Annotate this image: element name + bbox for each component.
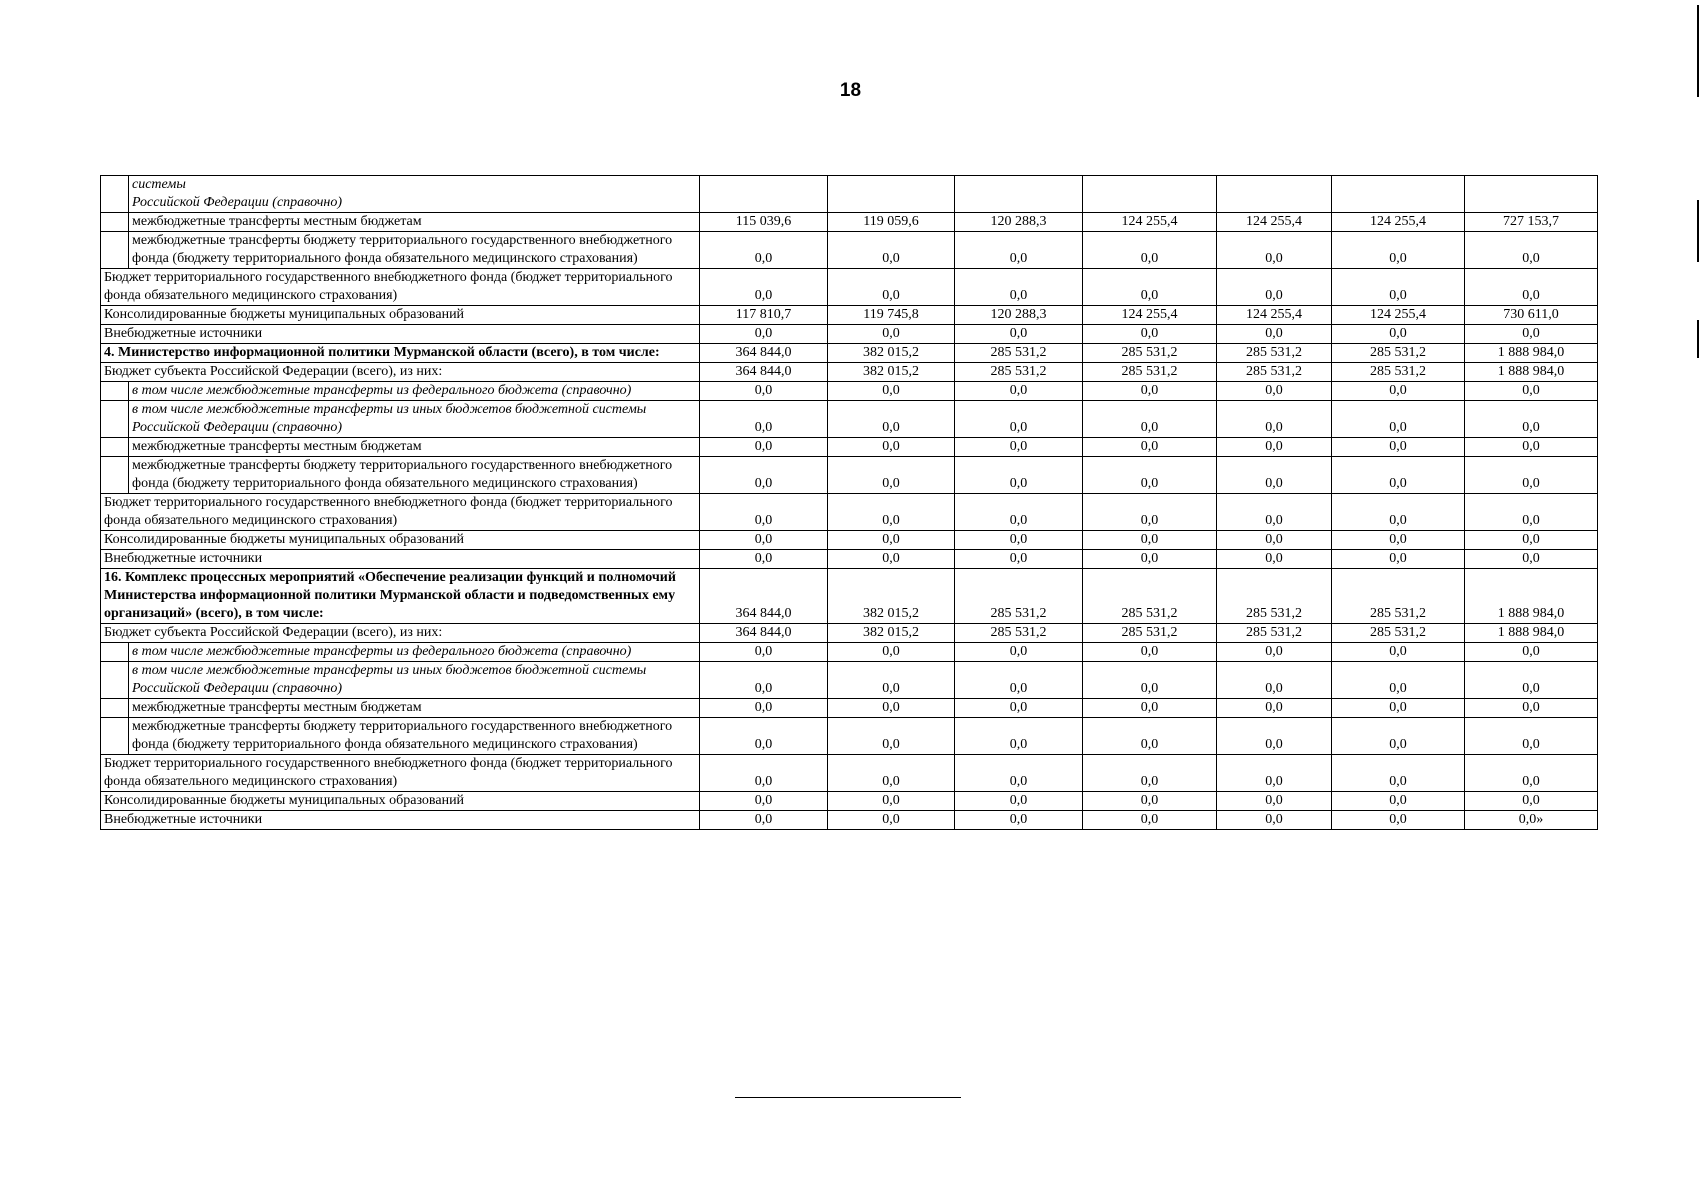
value-cell: 0,0 [955,269,1083,306]
row-label: Консолидированные бюджеты муниципальных образований [101,531,700,550]
value-cell: 0,0 [1332,382,1465,401]
value-cell: 0,0 [955,325,1083,344]
value-cell: 0,0 [1465,457,1598,494]
value-cell: 0,0 [1217,755,1332,792]
value-cell: 0,0 [1083,550,1217,569]
value-cell: 0,0 [700,643,828,662]
value-cell [955,176,1083,213]
value-cell: 0,0 [700,457,828,494]
value-cell: 0,0 [1217,643,1332,662]
value-cell: 285 531,2 [1332,344,1465,363]
value-cell: 0,0 [955,401,1083,438]
value-cell [1332,176,1465,213]
value-cell: 0,0 [1332,792,1465,811]
value-cell: 0,0 [1465,755,1598,792]
value-cell: 0,0 [1083,718,1217,755]
value-cell: 364 844,0 [700,569,828,624]
value-cell: 0,0 [828,755,955,792]
value-cell: 285 531,2 [1332,624,1465,643]
value-cell: 0,0 [955,718,1083,755]
value-cell: 285 531,2 [1083,344,1217,363]
value-cell: 0,0 [1332,662,1465,699]
value-cell: 0,0 [1465,718,1598,755]
indent-cell [101,718,129,755]
value-cell: 382 015,2 [828,624,955,643]
value-cell: 0,0 [828,811,955,830]
value-cell: 0,0 [955,550,1083,569]
value-cell: 285 531,2 [955,344,1083,363]
value-cell: 117 810,7 [700,306,828,325]
table-row [101,176,1598,213]
indent-cell [101,232,129,269]
value-cell: 0,0 [1465,438,1598,457]
value-cell: 0,0 [1217,232,1332,269]
value-cell: 0,0 [700,232,828,269]
value-cell: 285 531,2 [1217,569,1332,624]
table-row [101,457,1598,494]
row-label: в том числе межбюджетные трансферты из федерального бюджета (справочно) [129,382,700,401]
value-cell: 0,0 [1332,643,1465,662]
value-cell: 0,0 [1465,382,1598,401]
row-label: Внебюджетные источники [101,325,700,344]
value-cell: 0,0 [955,531,1083,550]
row-label: Консолидированные бюджеты муниципальных образований [101,792,700,811]
value-cell: 0,0 [1083,269,1217,306]
row-label: системы Российской Федерации (справочно) [129,176,700,213]
value-cell: 0,0 [1465,550,1598,569]
table-row [101,624,1598,643]
value-cell: 0,0 [700,494,828,531]
value-cell [828,176,955,213]
table-row [101,213,1598,232]
value-cell: 0,0 [828,457,955,494]
value-cell: 0,0 [828,325,955,344]
value-cell: 0,0 [700,550,828,569]
scan-edge-mark [1697,200,1699,262]
value-cell: 0,0 [1217,325,1332,344]
value-cell: 0,0 [700,662,828,699]
value-cell: 0,0 [1465,643,1598,662]
row-label: в том числе межбюджетные трансферты из федерального бюджета (справочно) [129,643,700,662]
indent-cell [101,176,129,213]
value-cell: 285 531,2 [1217,624,1332,643]
value-cell: 285 531,2 [1217,363,1332,382]
table-row [101,382,1598,401]
value-cell: 364 844,0 [700,624,828,643]
table-row [101,699,1598,718]
row-label: Бюджет территориального государственного внебюджетного фонда (бюджет территориального фонда обязательного медицинского страхования) [101,755,700,792]
value-cell: 1 888 984,0 [1465,624,1598,643]
value-cell: 0,0 [700,269,828,306]
table-row [101,662,1598,699]
value-cell: 0,0 [1465,531,1598,550]
value-cell: 0,0 [955,811,1083,830]
row-label: Внебюджетные источники [101,811,700,830]
value-cell: 0,0 [1332,811,1465,830]
value-cell: 0,0 [700,438,828,457]
value-cell: 382 015,2 [828,344,955,363]
value-cell: 119 059,6 [828,213,955,232]
row-label: межбюджетные трансферты местным бюджетам [129,438,700,457]
value-cell: 285 531,2 [955,624,1083,643]
value-cell: 0,0 [1083,699,1217,718]
value-cell: 115 039,6 [700,213,828,232]
value-cell: 0,0 [1332,699,1465,718]
value-cell: 0,0 [1083,457,1217,494]
value-cell [1217,176,1332,213]
value-cell: 1 888 984,0 [1465,569,1598,624]
value-cell: 0,0 [1217,811,1332,830]
value-cell: 0,0 [1465,792,1598,811]
value-cell: 0,0 [1083,643,1217,662]
value-cell: 285 531,2 [1083,363,1217,382]
value-cell: 0,0 [1217,438,1332,457]
value-cell: 0,0 [1083,401,1217,438]
value-cell: 0,0 [1217,457,1332,494]
value-cell: 285 531,2 [1332,569,1465,624]
value-cell: 0,0 [700,401,828,438]
value-cell: 0,0 [828,792,955,811]
value-cell: 0,0 [955,755,1083,792]
value-cell: 0,0 [700,811,828,830]
value-cell: 0,0 [1332,269,1465,306]
value-cell: 120 288,3 [955,306,1083,325]
indent-cell [101,213,129,232]
table-row [101,531,1598,550]
value-cell: 730 611,0 [1465,306,1598,325]
table-row [101,494,1598,531]
table-row [101,325,1598,344]
row-label: Консолидированные бюджеты муниципальных образований [101,306,700,325]
value-cell: 0,0 [1217,699,1332,718]
value-cell: 124 255,4 [1332,306,1465,325]
value-cell: 0,0 [1217,550,1332,569]
row-label: в том числе межбюджетные трансферты из иных бюджетов бюджетной системы Российской Федерации (справочно) [129,401,700,438]
row-label: межбюджетные трансферты бюджету территориального государственного внебюджетного фонда (бюджету территориального фонда обязательного медицинского страхования) [129,457,700,494]
value-cell: 0,0 [1217,269,1332,306]
value-cell: 0,0 [1217,494,1332,531]
table-row [101,718,1598,755]
value-cell: 0,0 [1083,382,1217,401]
scan-edge-mark [1697,5,1699,97]
value-cell: 285 531,2 [1332,363,1465,382]
value-cell: 0,0 [828,699,955,718]
value-cell: 0,0 [1083,811,1217,830]
value-cell: 727 153,7 [1465,213,1598,232]
value-cell: 0,0 [1217,662,1332,699]
value-cell: 0,0 [1465,325,1598,344]
value-cell: 0,0 [955,457,1083,494]
value-cell: 0,0 [1332,755,1465,792]
value-cell: 0,0 [955,699,1083,718]
row-label: межбюджетные трансферты местным бюджетам [129,213,700,232]
value-cell [1083,176,1217,213]
indent-cell [101,662,129,699]
row-label: межбюджетные трансферты местным бюджетам [129,699,700,718]
value-cell: 0,0 [828,382,955,401]
value-cell: 0,0 [828,438,955,457]
value-cell: 0,0 [1083,755,1217,792]
value-cell: 0,0 [1465,232,1598,269]
table-row [101,344,1598,363]
budget-table-body [101,176,1598,830]
value-cell: 124 255,4 [1083,306,1217,325]
value-cell: 0,0 [1083,325,1217,344]
value-cell: 382 015,2 [828,363,955,382]
value-cell: 382 015,2 [828,569,955,624]
row-label: межбюджетные трансферты бюджету территориального государственного внебюджетного фонда (бюджету территориального фонда обязательного медицинского страхования) [129,232,700,269]
value-cell: 1 888 984,0 [1465,344,1598,363]
row-label: в том числе межбюджетные трансферты из иных бюджетов бюджетной системы Российской Федерации (справочно) [129,662,700,699]
value-cell: 0,0 [1083,232,1217,269]
value-cell [700,176,828,213]
value-cell: 0,0 [700,382,828,401]
value-cell: 0,0 [1332,232,1465,269]
row-label: межбюджетные трансферты бюджету территориального государственного внебюджетного фонда (бюджету территориального фонда обязательного медицинского страхования) [129,718,700,755]
value-cell: 0,0 [1083,438,1217,457]
table-row [101,811,1598,830]
row-label: Бюджет субъекта Российской Федерации (всего), из них: [101,363,700,382]
value-cell: 0,0 [1465,662,1598,699]
row-label: Внебюджетные источники [101,550,700,569]
row-label: 4. Министерство информационной политики Мурманской области (всего), в том числе: [101,344,700,363]
value-cell: 0,0 [828,401,955,438]
table-row [101,401,1598,438]
value-cell: 0,0 [955,662,1083,699]
value-cell: 0,0 [955,438,1083,457]
value-cell: 0,0 [1465,401,1598,438]
value-cell: 0,0 [1083,792,1217,811]
value-cell: 0,0 [1083,662,1217,699]
value-cell [1465,176,1598,213]
table-row [101,269,1598,306]
row-label: 16. Комплекс процессных мероприятий «Обеспечение реализации функций и полномочий Министерства информационной политики Мурманской области и подведомственных ему организаций» (всего), в том числе: [101,569,700,624]
value-cell: 0,0 [1332,438,1465,457]
table-row [101,569,1598,624]
table-row [101,643,1598,662]
row-label: Бюджет территориального государственного внебюджетного фонда (бюджет территориального фонда обязательного медицинского страхования) [101,269,700,306]
value-cell: 0,0 [828,662,955,699]
table-row [101,363,1598,382]
row-label: Бюджет территориального государственного внебюджетного фонда (бюджет территориального фонда обязательного медицинского страхования) [101,494,700,531]
value-cell: 0,0 [1217,792,1332,811]
value-cell: 0,0 [955,792,1083,811]
value-cell: 364 844,0 [700,344,828,363]
value-cell: 0,0 [700,718,828,755]
value-cell: 0,0 [1465,494,1598,531]
value-cell: 285 531,2 [1083,624,1217,643]
value-cell: 0,0 [700,792,828,811]
value-cell: 0,0 [955,494,1083,531]
value-cell: 285 531,2 [955,569,1083,624]
value-cell: 285 531,2 [1083,569,1217,624]
value-cell: 0,0 [1332,550,1465,569]
value-cell: 285 531,2 [1217,344,1332,363]
value-cell: 120 288,3 [955,213,1083,232]
value-cell: 0,0 [955,232,1083,269]
value-cell: 0,0 [1332,531,1465,550]
value-cell: 0,0 [1083,494,1217,531]
budget-table [100,175,1598,830]
value-cell: 124 255,4 [1217,213,1332,232]
value-cell: 0,0 [700,699,828,718]
table-row [101,755,1598,792]
value-cell: 0,0 [828,494,955,531]
value-cell: 0,0 [828,531,955,550]
indent-cell [101,643,129,662]
value-cell: 0,0 [1332,457,1465,494]
value-cell: 0,0 [1332,494,1465,531]
value-cell: 1 888 984,0 [1465,363,1598,382]
value-cell: 0,0 [1332,401,1465,438]
value-cell: 0,0 [828,550,955,569]
scan-edge-mark [1697,320,1699,358]
table-row [101,306,1598,325]
value-cell: 0,0 [955,382,1083,401]
value-cell: 0,0 [828,643,955,662]
value-cell: 124 255,4 [1083,213,1217,232]
value-cell: 0,0 [700,531,828,550]
value-cell: 119 745,8 [828,306,955,325]
indent-cell [101,457,129,494]
value-cell: 285 531,2 [955,363,1083,382]
value-cell: 0,0 [1217,382,1332,401]
value-cell: 124 255,4 [1217,306,1332,325]
value-cell: 0,0 [828,269,955,306]
value-cell: 0,0 [955,643,1083,662]
page-number: 18 [839,80,862,101]
indent-cell [101,401,129,438]
value-cell: 0,0 [1217,531,1332,550]
indent-cell [101,438,129,457]
row-label: Бюджет субъекта Российской Федерации (всего), из них: [101,624,700,643]
indent-cell [101,382,129,401]
value-cell: 0,0 [700,755,828,792]
end-of-document-rule [735,1097,961,1098]
value-cell: 364 844,0 [700,363,828,382]
value-cell: 124 255,4 [1332,213,1465,232]
value-cell: 0,0 [700,325,828,344]
indent-cell [101,699,129,718]
value-cell: 0,0 [1217,401,1332,438]
table-row [101,792,1598,811]
value-cell: 0,0 [1332,718,1465,755]
value-cell: 0,0 [1083,531,1217,550]
value-cell: 0,0 [1217,718,1332,755]
table-row [101,232,1598,269]
value-cell: 0,0 [1465,699,1598,718]
table-row [101,438,1598,457]
value-cell: 0,0» [1465,811,1598,830]
value-cell: 0,0 [1465,269,1598,306]
value-cell: 0,0 [828,232,955,269]
value-cell: 0,0 [828,718,955,755]
value-cell: 0,0 [1332,325,1465,344]
table-row [101,550,1598,569]
